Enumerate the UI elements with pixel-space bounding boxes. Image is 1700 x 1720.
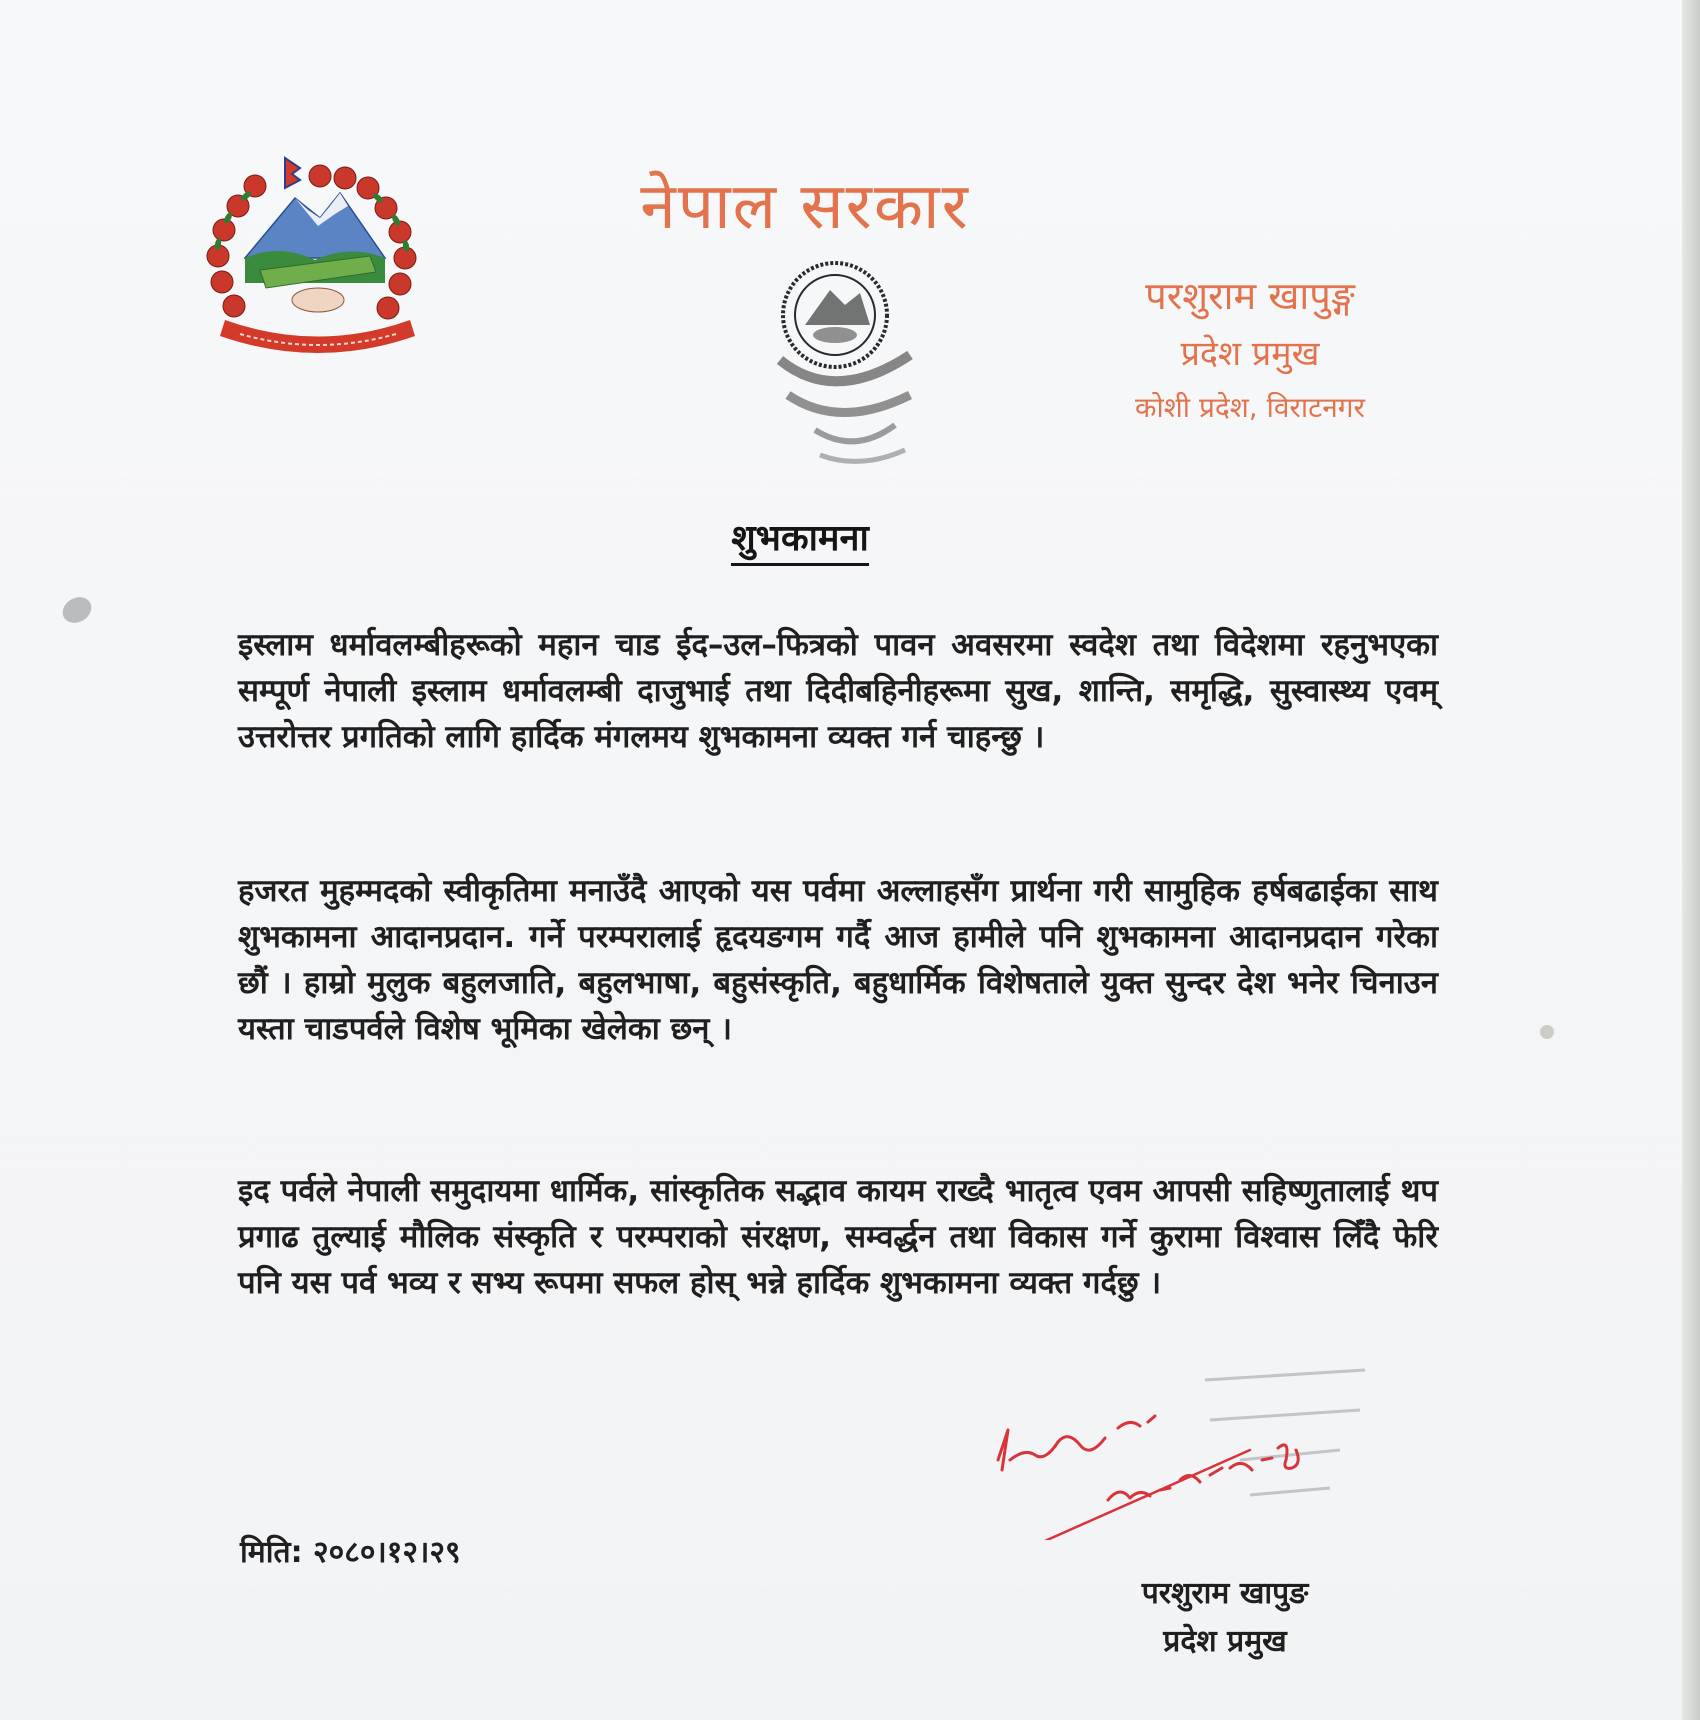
ink-smudge (58, 592, 96, 628)
official-name: परशुराम खापुङ्ग (1145, 274, 1355, 318)
official-details (1060, 272, 1440, 428)
government-title: नेपाल सरकार (640, 170, 970, 244)
signatory-block (1060, 1570, 1390, 1666)
signatory-name: परशुराम खापुङ (1141, 1576, 1309, 1611)
letter-heading-text: शुभकामना (731, 518, 869, 566)
page-edge (1682, 0, 1700, 1720)
paragraph: इद पर्वले नेपाली समुदायमा धार्मिक, सांस्कृतिक सद्भाव कायम राख्दै भातृत्व एवम आपसी सहिष्णुतालाई थप प्रगाढ तुल्याई मौलिक संस्कृति र परम्पराको संरक्षण, सम्वर्द्धन तथा विकास गर्ने कुरामा विश्वास लिँदै फेरि पनि यस पर्व भव्य र सभ्य रूपमा सफल होस् भन्ने हार्दिक शुभकामना व्यक्त गर्दछु । (238, 1173, 1438, 1301)
official-title: प्रदेश प्रमुख (1180, 334, 1320, 374)
official-office: कोशी प्रदेश, विराटनगर (1135, 391, 1365, 424)
nepal-emblem-icon (200, 148, 435, 363)
paragraph: हजरत मुहम्मदको स्वीकृतिमा मनाउँदै आएको यस पर्वमा अल्लाहसँग प्रार्थना गरी सामुहिक हर्षबढाईका साथ शुभकामना आदानप्रदान. गर्ने परम्परालाई हृदयङगम गर्दै आज हामीले पनि शुभकामना आदानप्रदान गरेका छौं । हाम्रो मुलुक बहुलजाति, बहुलभाषा, बहुसंस्कृति, बहुधार्मिक विशेषताले युक्त सुन्दर देश भनेर चिनाउन यस्ता चाडपर्वले विशेष भूमिका खेलेका छन् । (238, 873, 1438, 1047)
official-seal-stamp-icon (760, 255, 935, 470)
letter-heading (640, 512, 960, 561)
letter-date: मिति: २०८०।१२।२९ (240, 1535, 461, 1570)
ink-smudge (1540, 1025, 1554, 1039)
paragraph: इस्लाम धर्मावलम्बीहरूको महान चाड ईद–उल–फित्रको पावन अवसरमा स्वदेश तथा विदेशमा रहनुभएका सम्पूर्ण नेपाली इस्लाम धर्मावलम्बी दाजुभाई तथा दिदीबहिनीहरूमा सुख, शान्ति, समृद्धि, सुस्वास्थ्य एवम् उत्तरोत्तर प्रगतिको लागि हार्दिक मंगलमय शुभकामना व्यक्त गर्न चाहन्छु । (238, 627, 1438, 755)
signatory-title: प्रदेश प्रमुख (1163, 1624, 1287, 1659)
handwritten-signature-icon (990, 1320, 1390, 1540)
